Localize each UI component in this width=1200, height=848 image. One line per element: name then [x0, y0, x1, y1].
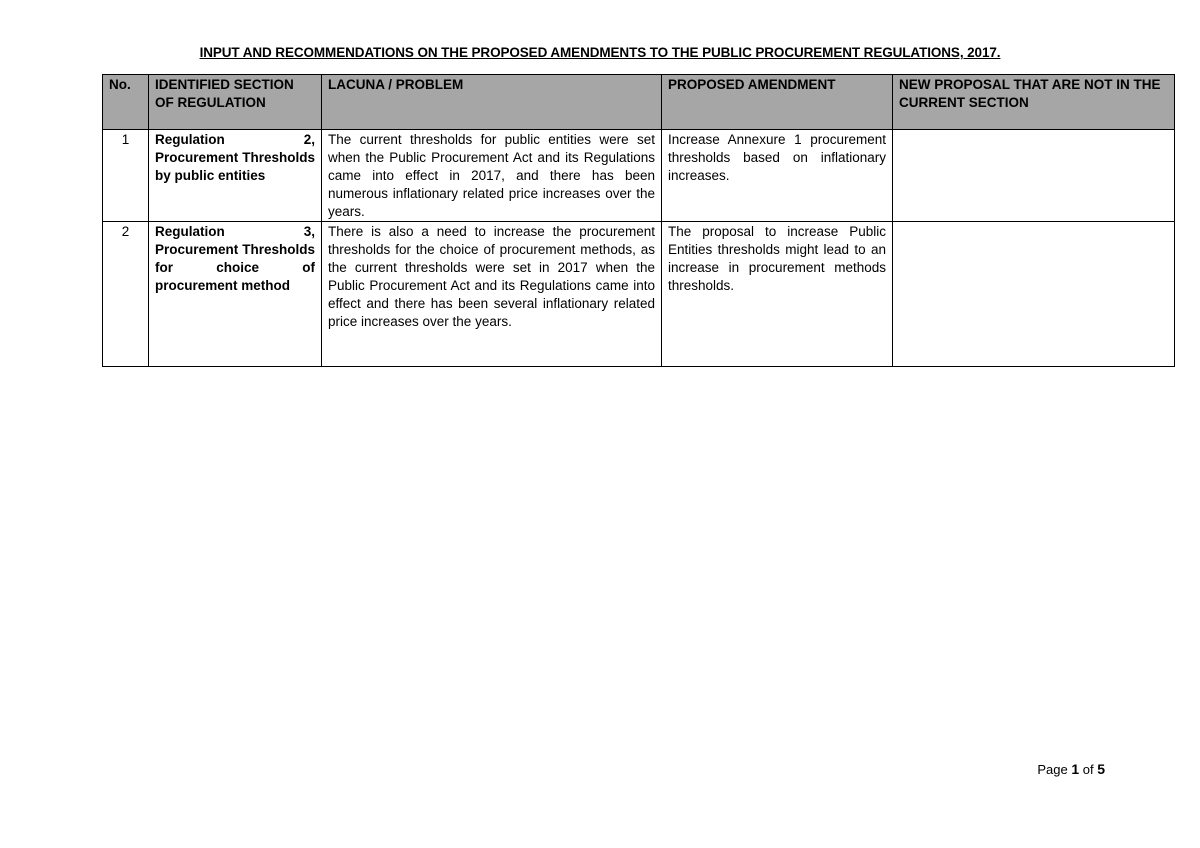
row-number: 1 [103, 130, 149, 222]
of-label: of [1082, 762, 1094, 777]
header-identified-section: IDENTIFIED SECTION OF REGULATION [149, 75, 322, 130]
page-number-footer [1037, 761, 1105, 777]
amendments-table [102, 74, 1175, 367]
row-section: Regulation 2, Procurement Thresholds by public entities [149, 130, 322, 222]
row-new-proposal [893, 130, 1175, 222]
header-no: No. [103, 75, 149, 130]
row-amendment: Increase Annexure 1 procurement thresholds based on inflationary increases. [662, 130, 893, 222]
total-pages: 5 [1097, 761, 1105, 777]
row-number: 2 [103, 222, 149, 367]
current-page: 1 [1071, 761, 1080, 777]
page-label: Page [1037, 762, 1068, 777]
row-amendment: The proposal to increase Public Entities thresholds might lead to an increase in procurement methods thresholds. [662, 222, 893, 367]
header-new-proposal: NEW PROPOSAL THAT ARE NOT IN THE CURRENT SECTION [893, 75, 1175, 130]
row-problem: The current thresholds for public entities were set when the Public Procurement Act and its Regulations came into effect in 2017, and there has been numerous inflationary related price increases over the years. [322, 130, 662, 222]
table-row [103, 222, 1175, 367]
row-new-proposal [893, 222, 1175, 367]
row-section: Regulation 3, Procurement Thresholds for choice of procurement method [149, 222, 322, 367]
row-problem: There is also a need to increase the procurement thresholds for the choice of procurement methods, as the current thresholds were set in 2017 when the Public Procurement Act and its Regulations came into effect and there has been several inflationary related price increases over the years. [322, 222, 662, 367]
document-title: INPUT AND RECOMMENDATIONS ON THE PROPOSED AMENDMENTS TO THE PUBLIC PROCUREMENT REGULATIONS, 2017. [199, 45, 1001, 60]
header-proposed-amendment: PROPOSED AMENDMENT [662, 75, 893, 130]
header-lacuna-problem: LACUNA / PROBLEM [322, 75, 662, 130]
table-header-row [103, 75, 1175, 130]
table-row [103, 130, 1175, 222]
